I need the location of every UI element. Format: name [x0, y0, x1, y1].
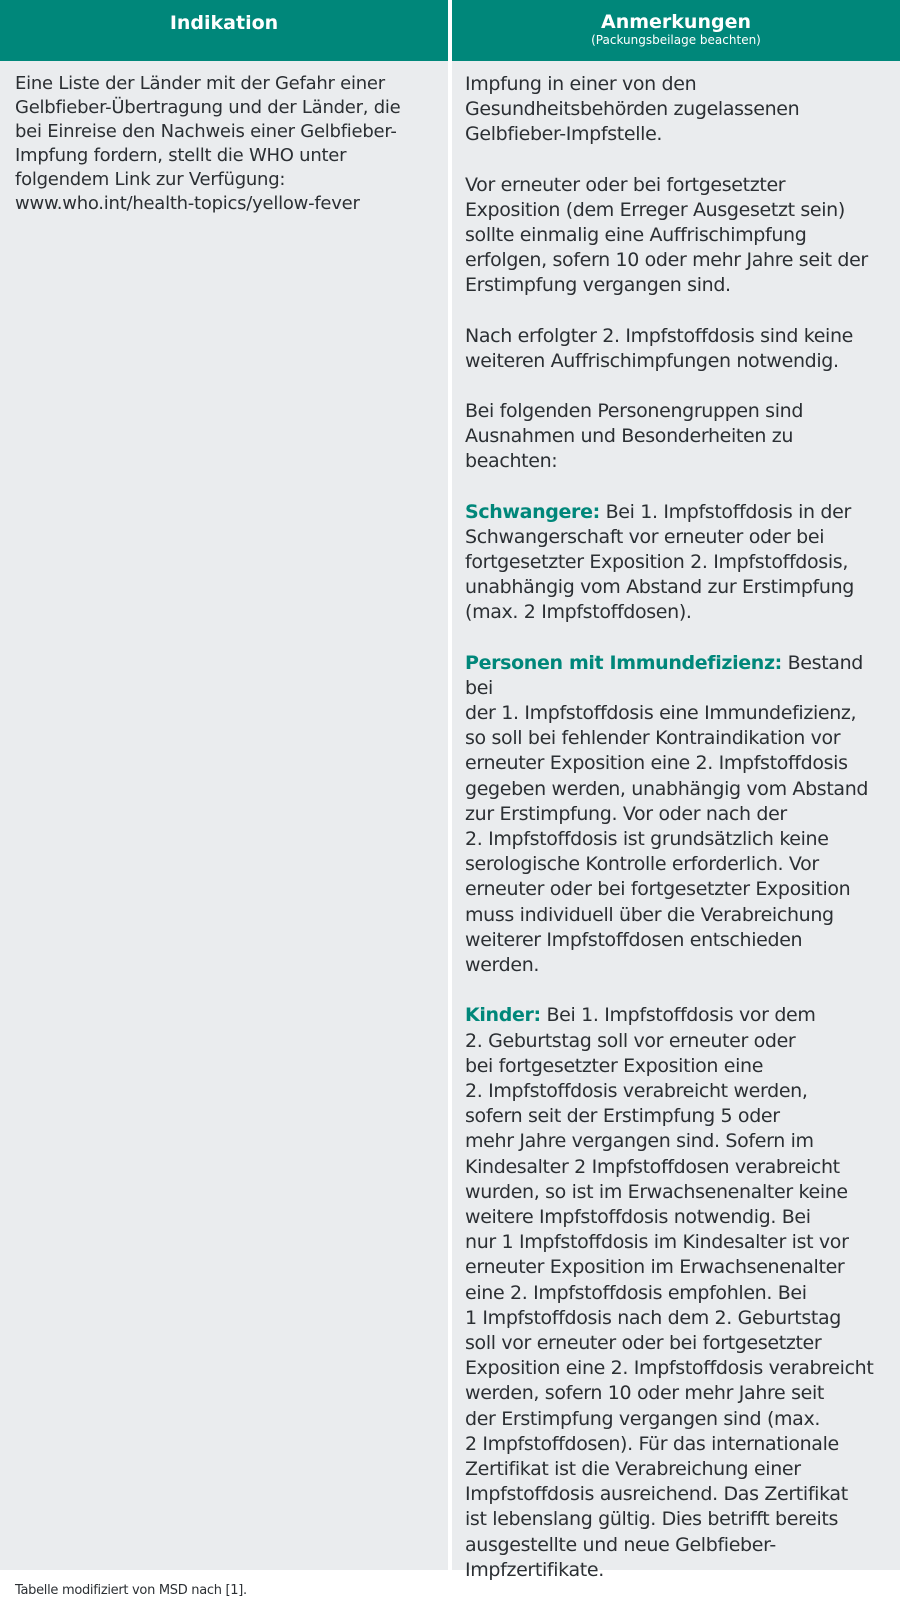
anmerkung-kinder — [465, 1003, 888, 1583]
header-indikation — [0, 0, 448, 61]
kinder-label: Kinder: — [465, 1004, 541, 1027]
anmerkung-schwangere — [465, 500, 888, 626]
anmerkung-auffrischung: Vor erneuter oder bei fortgesetzter Exposition (dem Erreger Ausgesetzt sein) sollte einmalig eine Auffrischimpfung erfolgen, sofern 10 oder mehr Jahre seit der Erstimpfung vergangen sind. — [465, 173, 868, 297]
column-divider — [448, 0, 452, 1570]
anmerkung-keine-weiteren: Nach erfolgter 2. Impfstoffdosis sind keine weiteren Auffrischimpfungen notwendig. — [465, 324, 854, 372]
indikation-text: Eine Liste der Länder mit der Gefahr einer Gelbfieber-Übertragung und der Länder, die bei Einreise den Nachweis einer Gelbfieber- Impfung fordern, stellt die WHO unter folgendem Link zur Verfügung: www.who.int/health-topics/yellow-fever — [15, 73, 401, 214]
immundefizienz-label: Personen mit Immundefizienz: — [465, 651, 782, 674]
schwangere-label: Schwangere: — [465, 500, 600, 523]
indikation-cell — [0, 61, 448, 1570]
header-anmerkungen-subtitle: (Packungsbeilage beachten) — [591, 33, 761, 47]
anmerkung-immundefizienz — [465, 651, 888, 979]
table-source-note: Tabelle modifiziert von MSD nach [1]. — [15, 1583, 247, 1598]
anmerkungen-cell — [452, 61, 900, 1581]
kinder-text: Bei 1. Impfstoffdosis vor dem 2. Geburtstag soll vor erneuter oder bei fortgesetzter Exposition eine 2. Impfstoffdosis verabreicht werden, sofern seit der Erstimpfung 5 oder mehr Jahre vergangen sind. Sofern im Kindesalter 2 Impfstoffdosen verabreicht wurden, so ist im Erwachsenenalter keine weitere Impfstoffdosis notwendig. Bei nur 1 Impfstoffdosis im Kindesalter ist vor erneuter Exposition im Erwachsenenalter eine 2. Impfstoffdosis empfohlen. Bei 1 Impfstoffdosis nach dem 2. Geburtstag soll vor erneuter oder bei fortgesetzter Exposition eine 2. Impfstoffdosis verabreicht werden, sofern 10 oder mehr Jahre seit der Erstimpfung vergangen sind (max. 2 Impfstoffdosen). Für das internationale Zertifikat ist die Verabreichung einer Impfstoffdosis ausreichend. Das Zertifikat ist lebenslang gültig. Dies betrifft bereits ausgestellte und neue Gelbfieber- Impfzertifikate. — [465, 1004, 874, 1581]
immundefizienz-text: Bestand bei der 1. Impfstoffdosis eine Immundefizienz, so soll bei fehlender Kontraindikation vor erneuter Exposition eine 2. Impfstoffdosis gegeben werden, unabhängig vom Abstand zur Erstimpfung. Vor oder nach der 2. Impfstoffdosis ist grundsätzlich keine serologische Kontrolle erforderlich. Vor erneuter oder bei fortgesetzter Exposition muss individuell über die Verabreichung weiterer Impfstoffdosen entschieden werden. — [465, 651, 869, 977]
header-anmerkungen — [452, 0, 900, 61]
schwangere-text: Bei 1. Impfstoffdosis in der Schwangerschaft vor erneuter oder bei fortgesetzter Exposition 2. Impfstoffdosis, unabhängig vom Abstand zur Erstimpfung (max. 2 Impfstoffdosen). — [465, 500, 854, 624]
header-indikation-title: Indikation — [169, 12, 279, 34]
anmerkung-impfstelle: Impfung in einer von den Gesundheitsbehörden zugelassenen Gelbfieber-Impfstelle. — [465, 73, 800, 146]
anmerkung-personengruppen: Bei folgenden Personengruppen sind Ausnahmen und Besonderheiten zu beachten: — [465, 400, 804, 473]
header-anmerkungen-title: Anmerkungen — [601, 11, 751, 33]
